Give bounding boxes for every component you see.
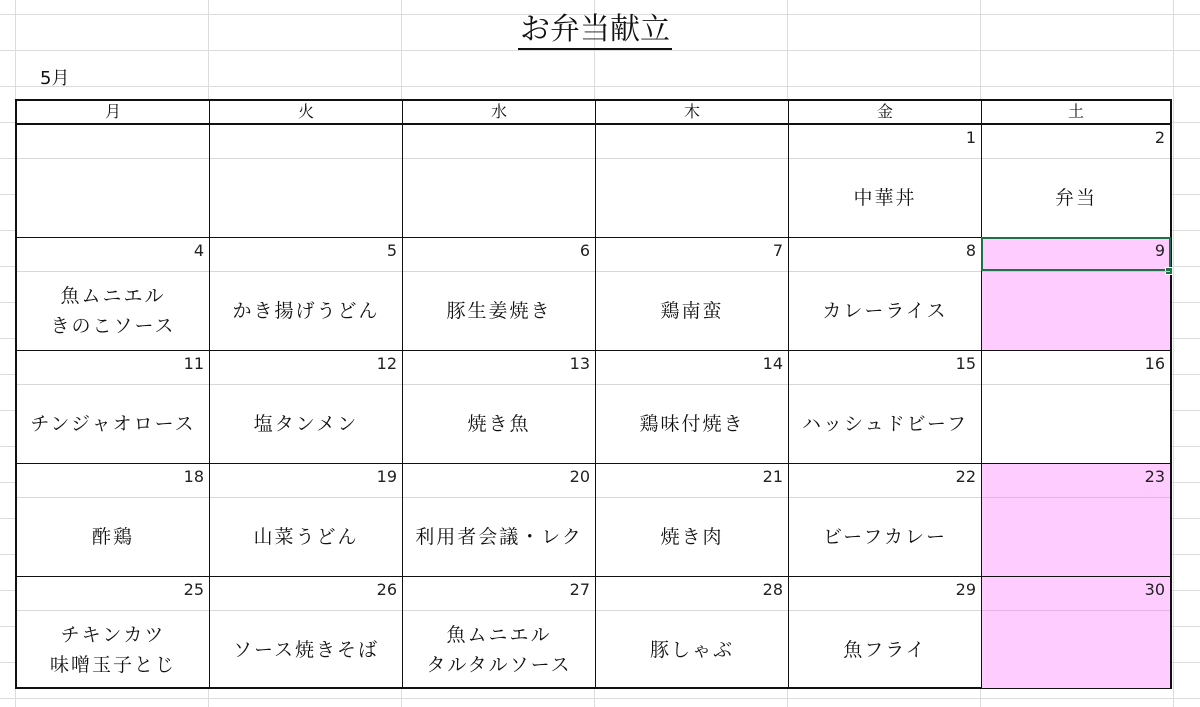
day-cell[interactable]	[403, 238, 596, 350]
week-row-5	[17, 577, 1170, 688]
month-label[interactable]: 5月	[40, 68, 70, 89]
menu-item: 焼き魚	[467, 413, 531, 435]
day-number: 6	[579, 241, 590, 260]
day-number: 14	[762, 354, 783, 373]
menu-item: 塩タンメン	[253, 413, 359, 435]
week-row-3	[17, 351, 1170, 464]
weekday-header-mon[interactable]: 月	[17, 101, 210, 123]
cell-selection-outline	[981, 237, 1171, 271]
day-cell[interactable]	[789, 125, 982, 237]
day-number: 20	[569, 467, 590, 486]
menu-item	[596, 159, 788, 237]
menu-item: 弁当	[1054, 187, 1097, 209]
day-number: 29	[955, 580, 976, 599]
day-cell[interactable]	[789, 238, 982, 350]
week-row-1	[17, 125, 1170, 238]
menu-item	[403, 159, 595, 237]
day-cell[interactable]	[982, 125, 1170, 237]
day-cell[interactable]	[596, 464, 789, 576]
title-text: お弁当献立	[518, 12, 672, 50]
menu-item: 魚フライ	[843, 638, 927, 661]
day-number: 7	[772, 241, 783, 260]
day-number: 15	[955, 354, 976, 373]
weekday-header-sat[interactable]: 土	[1067, 102, 1084, 121]
menu-item: チンジャオロース	[30, 413, 196, 435]
weekday-header-row	[17, 101, 1170, 125]
day-cell[interactable]	[210, 351, 403, 463]
day-cell[interactable]	[17, 125, 210, 237]
day-cell[interactable]	[210, 125, 403, 237]
day-number: 5	[386, 241, 397, 260]
week-row-4	[17, 464, 1170, 577]
day-number: 26	[376, 580, 397, 599]
day-cell[interactable]	[210, 238, 403, 350]
menu-item	[210, 159, 402, 237]
day-number: 22	[955, 467, 976, 486]
menu-item: 鶏味付焼き	[639, 413, 745, 435]
day-cell[interactable]	[17, 464, 210, 576]
lunch-calendar	[15, 99, 1172, 689]
menu-item	[982, 498, 1170, 576]
day-number: 27	[569, 580, 590, 599]
day-number: 9	[1154, 241, 1165, 260]
day-cell[interactable]	[982, 351, 1170, 463]
day-number: 16	[1144, 354, 1165, 373]
day-cell[interactable]	[982, 464, 1170, 576]
day-cell[interactable]	[789, 577, 982, 688]
day-number: 28	[762, 580, 783, 599]
weekday-header-fri[interactable]: 金	[789, 101, 982, 123]
menu-item: ソース焼きそば	[232, 638, 380, 661]
day-cell[interactable]	[403, 464, 596, 576]
menu-item	[982, 385, 1170, 463]
day-number: 12	[376, 354, 397, 373]
day-number: 30	[1144, 580, 1165, 599]
day-cell[interactable]	[17, 577, 210, 688]
day-number: 19	[376, 467, 397, 486]
day-cell[interactable]	[789, 464, 982, 576]
menu-item: かき揚げうどん	[232, 300, 380, 322]
menu-item: 利用者会議・レク	[415, 526, 583, 548]
menu-item	[17, 159, 209, 237]
day-cell[interactable]	[403, 577, 596, 688]
day-cell[interactable]	[982, 577, 1170, 688]
day-number: 8	[965, 241, 976, 260]
day-number: 2	[1154, 128, 1165, 147]
day-number: 1	[965, 128, 976, 147]
menu-item: カレーライス	[822, 300, 948, 322]
day-cell[interactable]	[210, 464, 403, 576]
menu-item: チキンカツ 味噌玉子とじ	[49, 623, 176, 676]
page-title[interactable]	[0, 4, 1190, 48]
day-cell[interactable]	[789, 351, 982, 463]
weekday-header-tue[interactable]: 火	[210, 101, 403, 123]
day-cell[interactable]	[596, 238, 789, 350]
day-cell[interactable]	[596, 125, 789, 237]
weekday-header-wed[interactable]: 水	[403, 101, 596, 123]
day-cell-selected[interactable]	[982, 238, 1170, 350]
menu-item: 豚生姜焼き	[446, 300, 552, 322]
day-number: 13	[569, 354, 590, 373]
menu-item	[982, 611, 1170, 688]
menu-item: ハッシュドビーフ	[802, 413, 968, 435]
menu-item: 酢鶏	[91, 526, 134, 548]
day-number: 23	[1144, 467, 1165, 486]
menu-item: 豚しゃぶ	[649, 638, 734, 661]
day-cell[interactable]	[403, 351, 596, 463]
day-cell[interactable]	[17, 238, 210, 350]
menu-item: 山菜うどん	[253, 526, 359, 548]
menu-item	[982, 272, 1170, 350]
menu-item: 中華丼	[853, 187, 917, 209]
weekday-header-thu[interactable]: 木	[596, 101, 789, 123]
day-number: 21	[762, 467, 783, 486]
day-cell[interactable]	[596, 351, 789, 463]
day-number: 11	[183, 354, 204, 373]
menu-item: ビーフカレー	[822, 526, 948, 548]
day-number: 18	[183, 467, 204, 486]
menu-item: 魚ムニエル きのこソース	[50, 285, 176, 337]
day-cell[interactable]	[596, 577, 789, 688]
menu-item: 鶏南蛮	[660, 300, 724, 322]
menu-item: 魚ムニエル タルタルソース	[426, 623, 572, 676]
menu-item: 焼き肉	[660, 526, 724, 548]
day-number: 25	[183, 580, 204, 599]
day-cell[interactable]	[17, 351, 210, 463]
day-cell[interactable]	[210, 577, 403, 688]
day-cell[interactable]	[403, 125, 596, 237]
week-row-2	[17, 238, 1170, 351]
day-number: 4	[193, 241, 204, 260]
